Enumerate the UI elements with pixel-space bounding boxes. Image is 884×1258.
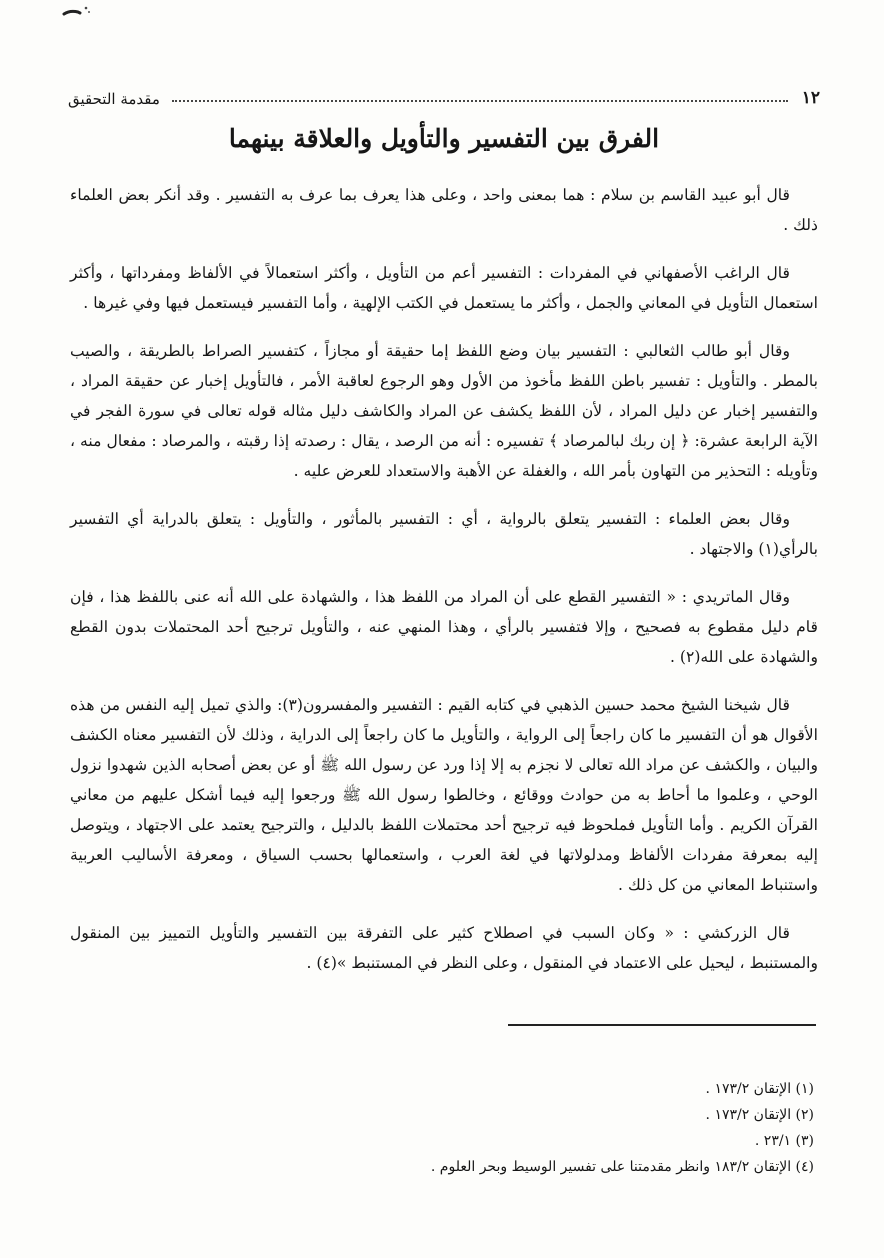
paragraph-thaalibi: وقال أبو طالب الثعالبي : التفسير بيان وضع اللفظ إما حقيقة أو مجازاً ، كتفسير الصراط بالطريقة ، والصيب بالمطر . والتأويل : تفسير باطن اللفظ مأخوذ من الأول وهو الرجوع لعاقبة الأمر ، فالتأويل إخبار عن حقيقة المراد ، والتفسير إخبار عن دليل المراد ، لأن اللفظ يكشف عن المراد والكاشف دليل مثاله قوله تعالى في سورة الفجر في الآية الرابعة عشرة: ﴿ إن ربك لبالمرصاد ﴾ تفسيره : أنه من الرصد ، يقال : رصدته إذا رقبته ، والمرصاد : مفعال منه ، وتأويله : التحذير من التهاون بأمر الله ، والغفلة عن الأهبة والاستعداد للعرض عليه .	[70, 342, 818, 480]
section-title: مقدمة التحقيق	[68, 90, 160, 108]
paragraph-some-scholars: وقال بعض العلماء : التفسير يتعلق بالرواية ، أي : التفسير بالمأثور ، والتأويل : يتعلق بالدراية أي التفسير بالرأي(١) والاجتهاد .	[70, 510, 818, 558]
footnote-4: (٤) الإتقان ١٨٣/٢ وانظر مقدمتنا على تفسير الوسيط وبحر العلوم .	[430, 1159, 814, 1175]
paragraph-dhahabi: قال شيخنا الشيخ محمد حسين الذهبي في كتابه القيم : التفسير والمفسرون(٣): والذي تميل إليه النفس من هذه الأقوال هو أن التفسير ما كان راجعاً إلى الرواية ، والتأويل ما كان راجعاً إلى الدراية ، وذلك لأن التفسير معناه الكشف والبيان ، والكشف عن مراد الله تعالى لا نجزم به إلا إذا ورد عن رسول الله ﷺ أو عن بعض أصحابه الذين شهدوا نزول الوحي ، وعلموا ما أحاط به من حوادث ووقائع ، وخالطوا رسول الله ﷺ ورجعوا إليه فيما أشكل عليهم من معاني القرآن الكريم . وأما التأويل فملحوظ فيه ترجيح أحد محتملات اللفظ بالدليل ، والترجيح يعتمد على الاجتهاد ، ويتوصل إليه بمعرفة مفردات الألفاظ ومدلولاتها في لغة العرب ، واستعمالها بحسب السياق ، ومعرفة الأساليب العربية واستنباط المعاني من كل ذلك .	[70, 696, 818, 894]
footnote-2: (٢) الإتقان ١٧٣/٢ .	[705, 1107, 814, 1123]
paragraph-raghib: قال الراغب الأصفهاني في المفردات : التفسير أعم من التأويل ، وأكثر استعمالاً في الألفاظ ومفرداتها ، وأكثر استعمال التأويل في المعاني والجمل ، وأكثر ما يستعمل في الكتب الإلهية ، وأما التفسير فيستعمل فيها وفي غيرها .	[70, 264, 818, 312]
footnote-1: (١) الإتقان ١٧٣/٢ .	[705, 1081, 814, 1097]
body-text	[70, 180, 818, 996]
footnotes	[70, 1076, 814, 1180]
running-header	[68, 82, 820, 108]
footnote-3: (٣) ٢٣/١ .	[754, 1133, 814, 1149]
leader-dots	[172, 99, 788, 102]
ink-mark-icon	[58, 4, 92, 18]
page-number: ١٢	[801, 88, 820, 108]
footnote-separator	[508, 1024, 816, 1026]
paragraph-zarkashi: قال الزركشي : « وكان السبب في اصطلاح كثير على التفرقة بين التفسير والتأويل التمييز بين المنقول والمستنبط ، ليحيل على الاعتماد في المنقول ، وعلى النظر في المستنبط »(٤) .	[70, 924, 818, 972]
page-title: الفرق بين التفسير والتأويل والعلاقة بينهما	[228, 124, 660, 153]
paragraph-maturidi: وقال الماتريدي : « التفسير القطع على أن المراد من اللفظ هذا ، والشهادة على الله أنه عنى باللفظ هذا ، فإن قام دليل مقطوع به فصحيح ، وإلا فتفسير بالرأي ، وهذا المنهي عنه ، والتأويل ترجيح أحد المحتملات بدون القطع والشهادة على الله(٢) .	[70, 588, 818, 666]
paragraph-abu-ubaid: قال أبو عبيد القاسم بن سلام : هما بمعنى واحد ، وعلى هذا يعرف بما عرف به التفسير . وقد أنكر بعض العلماء ذلك .	[70, 186, 818, 234]
